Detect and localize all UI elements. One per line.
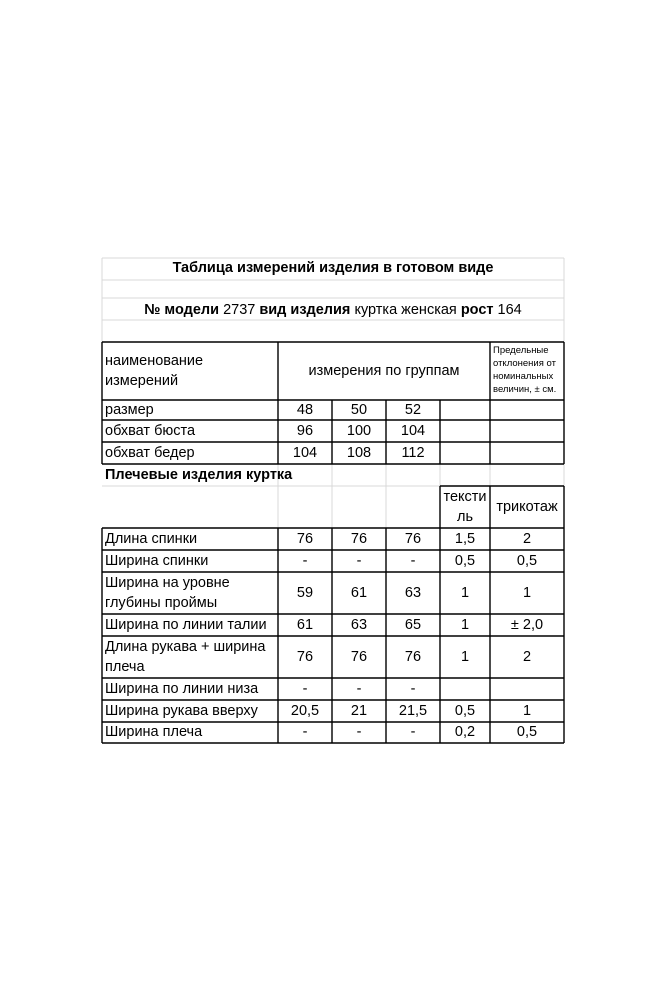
tolerance-header-line-2: отклонения от [493,358,556,369]
row-textile-tolerance: 0,2 [454,724,476,740]
row-knit-tolerance: 2 [522,531,532,547]
model-label: № модели [144,302,220,318]
row-value: - [302,553,308,569]
tolerance-header-line-3: номинальных [493,371,554,382]
row-knit-tolerance: 1 [522,703,532,719]
row-value: - [410,681,416,697]
row-value: 61 [350,585,368,601]
model-line [102,302,564,319]
tolerance-header-line-4: величин, ± см. [493,384,557,395]
row-knit-tolerance: 2 [522,649,532,665]
row-value: - [410,724,416,740]
row-value: - [356,681,362,697]
row-value: 76 [404,649,422,665]
model-value: 2737 [223,302,256,318]
row-value: 63 [404,585,422,601]
row-value: 76 [296,649,314,665]
row-value: 76 [350,649,368,665]
row-textile-tolerance: 0,5 [454,553,476,569]
row-value: - [356,724,362,740]
name-header-line-1: наименование [105,353,204,369]
row-knit-tolerance: 1 [522,585,532,601]
row-label-line-2: плеча [105,659,145,675]
row-knit-tolerance: 0,5 [516,724,538,740]
size-row-label: обхват бедер [105,445,195,461]
row-knit-tolerance: 0,5 [516,553,538,569]
row-value: 59 [296,585,314,601]
size-row-value: 104 [292,445,318,461]
section-title: Плечевые изделия куртка [105,467,293,483]
height-label: рост [460,302,494,318]
row-value: 76 [404,531,422,547]
height-value: 164 [497,302,522,318]
row-label-line-2: глубины проймы [105,595,218,611]
row-value: - [356,553,362,569]
row-value: - [302,724,308,740]
table-title: Таблица измерений изделия в готовом виде [172,260,494,276]
tolerance-header-line-1: Предельные [493,345,549,356]
row-label: Ширина на уровне [105,575,230,591]
size-row-value: 50 [350,402,368,418]
size-row-value: 104 [400,423,426,439]
row-textile-tolerance: 1 [460,585,470,601]
row-textile-tolerance: 1,5 [454,531,476,547]
row-value: 76 [296,531,314,547]
row-knit-tolerance: ± 2,0 [510,617,544,633]
row-value: 63 [350,617,368,633]
row-textile-tolerance: 1 [460,649,470,665]
size-row-value: 48 [296,402,314,418]
row-label: Ширина плеча [105,724,203,740]
row-value: 61 [296,617,314,633]
kind-label: вид изделия [259,302,351,318]
size-row-value: 112 [401,445,425,461]
textile-header-line-1: тексти [443,489,487,505]
size-row-value: 96 [296,423,314,439]
size-row-value: 108 [346,445,372,461]
row-label: Ширина по линии низа [105,681,259,697]
groups-header: измерения по группам [308,363,460,379]
row-label: Длина спинки [105,531,198,547]
size-row-label: размер [105,402,154,418]
row-label: Ширина рукава вверху [105,703,258,719]
row-value: 21,5 [398,703,428,719]
row-textile-tolerance: 1 [460,617,470,633]
row-value: - [302,681,308,697]
row-value: 21 [350,703,368,719]
row-textile-tolerance: 0,5 [454,703,476,719]
size-row-value: 52 [404,402,422,418]
row-label: Длина рукава + ширина [105,639,266,655]
row-label: Ширина по линии талии [105,617,267,633]
row-value: 65 [404,617,422,633]
row-label: Ширина спинки [105,553,209,569]
row-value: 76 [350,531,368,547]
size-row-label: обхват бюста [105,423,196,439]
row-value: - [410,553,416,569]
row-value: 20,5 [290,703,320,719]
size-row-value: 100 [346,423,372,439]
name-header-line-2: измерений [105,373,179,389]
kind-value: куртка женская [354,302,457,318]
textile-header-line-2: ль [456,509,473,525]
knit-header: трикотаж [496,499,558,515]
